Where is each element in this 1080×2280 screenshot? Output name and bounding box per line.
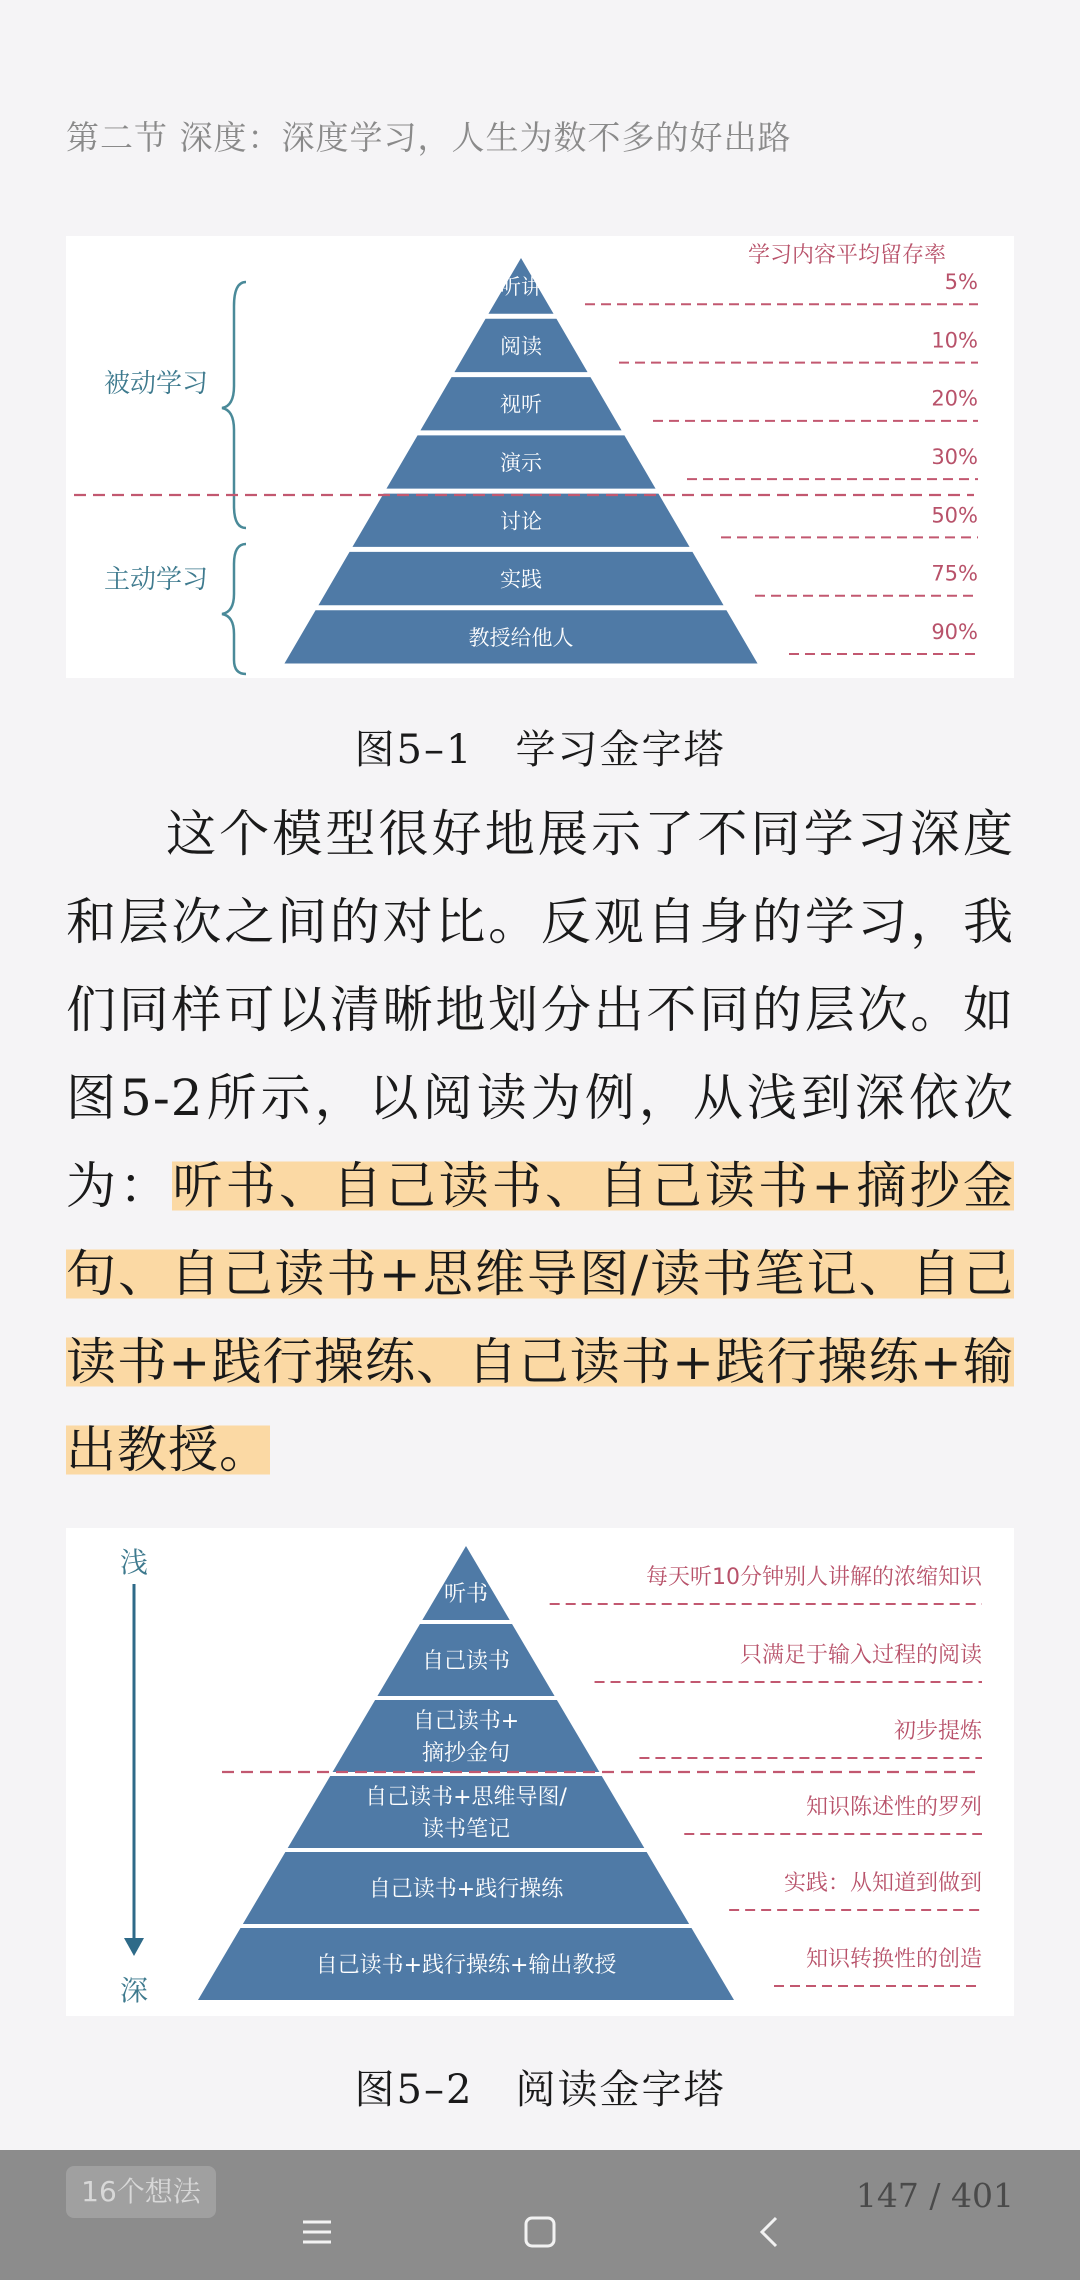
back-icon[interactable] [748,2210,792,2254]
reading-pyramid-label: 自己读书+ [412,1709,520,1734]
pyramid-layer-label: 视听 [500,392,542,417]
home-icon[interactable] [518,2210,562,2254]
figure1-caption: 图5–1 学习金字塔 [354,727,726,773]
page-number: 147 / 401 [855,2176,1014,2215]
body-text-plain: 这个模型很好地展示了不同学习深度和层次之间的对比。反观自身的学习，我们同样可以清晰地划分出不同的层次。如图5-2所示，以阅读为例，从浅到深依次为： [66,805,1014,1215]
retention-rate-label: 90% [931,619,978,644]
figure-learning-pyramid [66,236,1014,678]
deep-label: 深 [119,1974,149,2007]
reader-bottom-bar [0,2150,1080,2280]
body-paragraph [66,790,1014,1494]
retention-rate-label: 10% [931,328,978,353]
pyramid-layer-label: 听讲 [500,274,542,299]
reading-pyramid-label: 自己读书+践行操练 [368,1877,564,1902]
reading-note-label: 只满足于输入过程的阅读 [739,1643,982,1668]
figure-reading-pyramid [66,1528,1014,2016]
shallow-label: 浅 [119,1546,149,1579]
brace-passive [222,282,246,528]
pyramid-layer-label: 教授给他人 [468,625,574,650]
reading-note-label: 实践：从知道到做到 [783,1871,982,1896]
chapter-header: 第二节 深度：深度学习，人生为数不多的好出路 [66,118,792,157]
reading-note-label: 知识陈述性的罗列 [805,1795,982,1820]
brace-active [222,544,246,674]
thoughts-button[interactable]: 16个想法 [66,2166,216,2218]
reading-note-label: 每天听10分钟别人讲解的浓缩知识 [646,1565,982,1590]
retention-rate-label: 75% [931,561,978,586]
reading-pyramid-diagram [66,1528,1014,2016]
group-label-passive: 被动学习 [103,369,209,399]
reading-pyramid-label: 自己读书+思维导图/ [365,1785,567,1810]
reading-note-label: 知识转换性的创造 [805,1947,982,1972]
reading-pyramid-label: 听书 [443,1582,489,1607]
reading-note-label: 初步提炼 [893,1719,982,1744]
retention-rate-label: 50% [931,503,978,528]
retention-rate-label: 30% [931,445,978,469]
pyramid-layer-label: 演示 [500,451,542,475]
body-text-highlight[interactable]: 听书、自己读书、自己读书+摘抄金句、自己读书+思维导图/读书笔记、自己读书+践行操练、自己读书+践行操练+输出教授。 [66,1157,1014,1479]
figure2-caption: 图5–2 阅读金字塔 [354,2067,726,2113]
learning-pyramid-diagram [66,236,1014,678]
reading-pyramid-label: 摘抄金句 [421,1741,511,1766]
reading-pyramid-label: 读书笔记 [421,1817,511,1842]
reading-pyramid-label: 自己读书 [421,1649,511,1674]
pyramid-layer-label: 讨论 [500,509,542,534]
retention-title: 学习内容平均留存率 [747,243,946,268]
pyramid-layer-label: 实践 [500,567,542,592]
reading-pyramid-label: 自己读书+践行操练+输出教授 [315,1953,617,1978]
retention-rate-label: 5% [944,270,978,295]
group-label-active: 主动学习 [103,565,209,595]
pyramid-layer-label: 阅读 [500,334,542,359]
menu-icon[interactable] [295,2210,339,2254]
retention-rate-label: 20% [931,386,978,411]
depth-arrow-head [124,1938,144,1956]
